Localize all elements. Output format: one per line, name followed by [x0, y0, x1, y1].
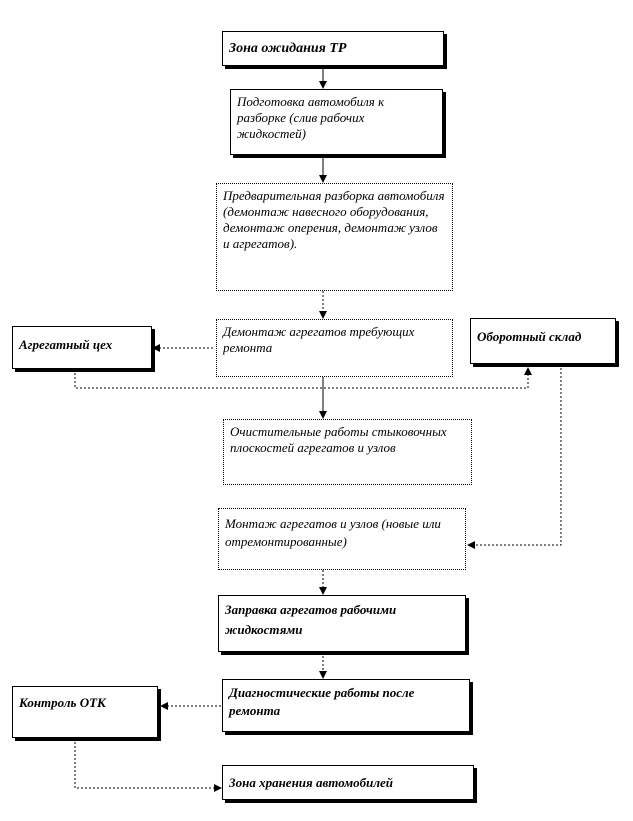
arrow-store-to-mount [468, 364, 561, 545]
node-cleaning-label: Очистительные работы стыковочных плоскостей агрегатов и узлов [230, 424, 447, 455]
node-diagnostics-label: Диагностические работы после ремонта [229, 685, 415, 718]
node-rotating-store [470, 318, 616, 364]
node-mount-label: Монтаж агрегатов и узлов (новые или отремонтированные) [225, 516, 441, 549]
node-wait-zone-label: Зона ожидания ТР [229, 41, 347, 56]
node-pre-disassembly-label: Предварительная разборка автомобиля (демонтаж навесного оборудования, демонтаж оперения, демонтаж узлов и агрегатов). [223, 188, 445, 251]
node-unit-shop-label: Агрегатный цех [19, 337, 113, 352]
node-diagnostics [222, 679, 470, 732]
node-cleaning [223, 419, 472, 485]
node-rotating-store-label: Оборотный склад [477, 329, 582, 344]
node-prep-label: Подготовка автомобиля к разборке (слив рабочих жидкостей) [237, 94, 385, 141]
node-wait-zone [222, 31, 444, 66]
node-qc [12, 686, 158, 738]
node-dismount [216, 319, 453, 377]
arrow-qc-to-storage [75, 738, 221, 788]
node-storage-label: Зона хранения автомобилей [229, 775, 394, 790]
node-pre-disassembly [216, 183, 453, 291]
node-refuel-label: Заправка агрегатов рабочими жидкостями [225, 602, 397, 637]
node-dismount-label: Демонтаж агрегатов требующих ремонта [223, 324, 415, 355]
node-refuel [218, 595, 466, 652]
node-unit-shop [12, 326, 152, 369]
node-qc-label: Контроль ОТК [19, 695, 106, 710]
node-storage [222, 765, 474, 800]
node-prep [230, 89, 443, 155]
node-mount [218, 508, 466, 570]
